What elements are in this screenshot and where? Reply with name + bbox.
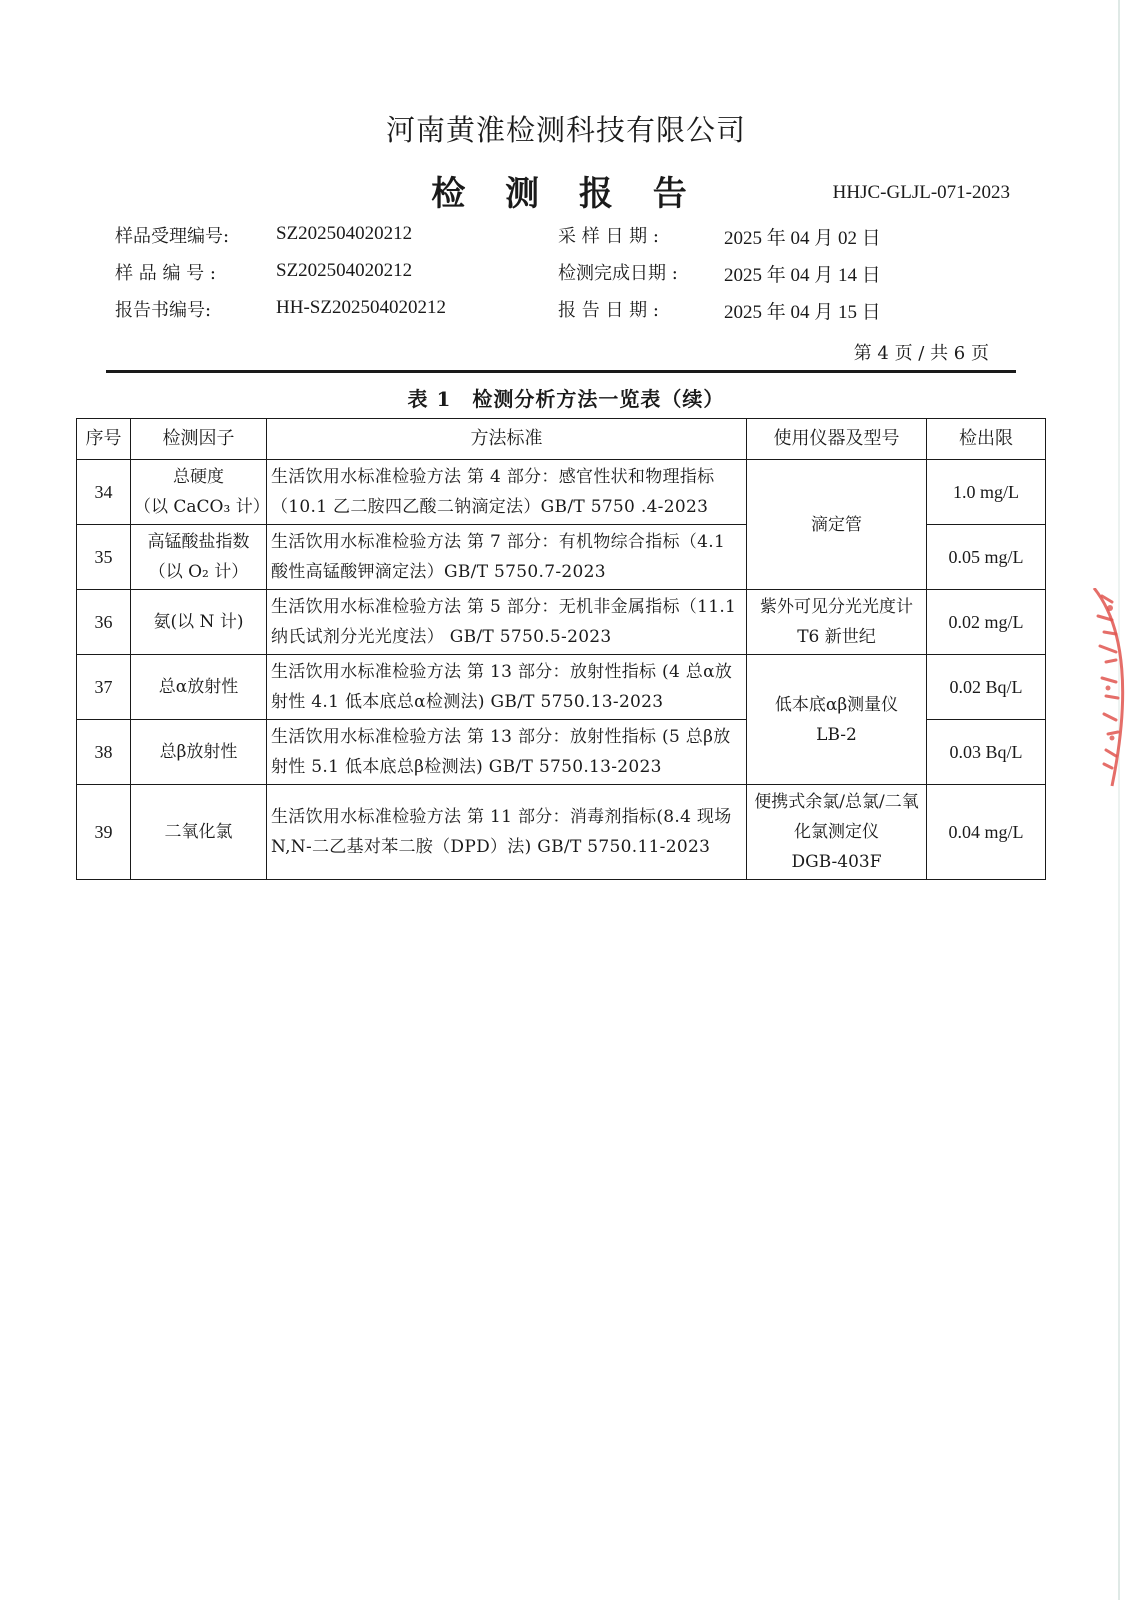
row-no: 36 <box>77 590 131 655</box>
instrument-model: T6 新世纪 <box>797 627 876 647</box>
methods-table <box>76 418 1046 880</box>
sampling-date-value: 2025 年 04 月 02 日 <box>724 228 881 249</box>
accept-no-label: 样品受理编号: <box>115 226 230 247</box>
page-edge-divider <box>1118 0 1120 1600</box>
row-method: 生活饮用水标准检验方法 第 7 部分：有机物综合指标（4.1 酸性高锰酸钾滴定法）GB/T 5750.7-2023 <box>267 525 747 590</box>
table-row <box>77 460 1046 525</box>
table-caption: 表 1 检测分析方法一览表（续） <box>407 387 725 411</box>
header-method: 方法标准 <box>267 419 747 460</box>
factor-note: （以 CaCO₃ 计） <box>134 497 270 517</box>
row-method: 生活饮用水标准检验方法 第 4 部分：感官性状和物理指标（10.1 乙二胺四乙酸二钠滴定法）GB/T 5750 .4-2023 <box>267 460 747 525</box>
row-method: 生活饮用水标准检验方法 第 13 部分：放射性指标 (5 总β放射性 5.1 低本底总β检测法) GB/T 5750.13-2023 <box>267 720 747 785</box>
header-limit: 检出限 <box>927 419 1046 460</box>
row-factor: 二氧化氯 <box>131 785 267 880</box>
row-limit: 0.02 mg/L <box>927 590 1046 655</box>
accept-no-value: SZ202504020212 <box>276 223 413 244</box>
report-no-value: HH-SZ202504020212 <box>276 297 446 318</box>
row-factor <box>131 460 270 525</box>
instrument-name: 紫外可见分光光度计 <box>760 597 913 617</box>
table-header-row <box>77 419 1046 460</box>
row-instrument <box>747 785 927 880</box>
report-date-label: 报 告 日 期 : <box>558 300 659 321</box>
header-instrument: 使用仪器及型号 <box>747 419 927 460</box>
sample-no-label: 样 品 编 号 : <box>115 263 216 284</box>
row-limit: 0.03 Bq/L <box>927 720 1046 785</box>
instrument-model: DGB-403F <box>791 852 882 872</box>
header-no: 序号 <box>77 419 131 460</box>
row-no: 38 <box>77 720 131 785</box>
report-title: 检 测 报 告 <box>431 174 701 214</box>
document-code: HHJC-GLJL-071-2023 <box>832 182 1010 203</box>
instrument-name: 低本底αβ测量仪 <box>774 694 899 715</box>
row-factor: 氨(以 N 计) <box>131 590 267 655</box>
table-row <box>77 590 1046 655</box>
header-factor: 检测因子 <box>131 419 267 460</box>
row-factor: 总α放射性 <box>131 655 267 720</box>
table-row <box>77 655 1046 720</box>
row-instrument <box>747 655 927 785</box>
red-seal-icon <box>1086 588 1132 788</box>
report-no-label: 报告书编号: <box>115 300 212 321</box>
sampling-date-label: 采 样 日 期 : <box>558 226 659 247</box>
finish-date-value: 2025 年 04 月 14 日 <box>724 265 881 286</box>
row-no: 35 <box>77 525 131 590</box>
row-instrument <box>747 590 927 655</box>
instrument-name: 便携式余氯/总氯/二氧化氯测定仪 <box>754 792 919 842</box>
page-number: 第 4 页 / 共 6 页 <box>853 343 989 364</box>
sample-no-value: SZ202504020212 <box>276 260 413 281</box>
instrument-model: LB-2 <box>816 724 857 745</box>
report-date-value: 2025 年 04 月 15 日 <box>724 302 881 323</box>
factor-name: 总硬度 <box>173 467 224 487</box>
row-method: 生活饮用水标准检验方法 第 5 部分：无机非金属指标（11.1 纳氏试剂分光光度法） GB/T 5750.5-2023 <box>267 590 747 655</box>
row-limit: 0.04 mg/L <box>927 785 1046 880</box>
row-no: 39 <box>77 785 131 880</box>
row-factor: 总β放射性 <box>131 720 267 785</box>
row-method: 生活饮用水标准检验方法 第 13 部分：放射性指标 (4 总α放射性 4.1 低本底总α检测法) GB/T 5750.13-2023 <box>267 655 747 720</box>
company-name: 河南黄淮检测科技有限公司 <box>385 113 746 147</box>
row-no: 34 <box>77 460 131 525</box>
header-divider <box>106 370 1016 373</box>
row-no: 37 <box>77 655 131 720</box>
seal-graphic <box>1086 588 1132 788</box>
factor-name: 高锰酸盐指数 <box>147 532 250 552</box>
row-limit: 1.0 mg/L <box>927 460 1046 525</box>
row-method: 生活饮用水标准检验方法 第 11 部分：消毒剂指标(8.4 现场 N,N-二乙基对苯二胺（DPD）法) GB/T 5750.11-2023 <box>267 785 747 880</box>
row-limit: 0.05 mg/L <box>927 525 1046 590</box>
finish-date-label: 检测完成日期 : <box>558 263 678 284</box>
row-factor <box>131 525 267 590</box>
factor-note: （以 O₂ 计） <box>148 562 249 582</box>
row-instrument: 滴定管 <box>747 460 927 590</box>
table-row <box>77 785 1046 880</box>
row-limit: 0.02 Bq/L <box>927 655 1046 720</box>
